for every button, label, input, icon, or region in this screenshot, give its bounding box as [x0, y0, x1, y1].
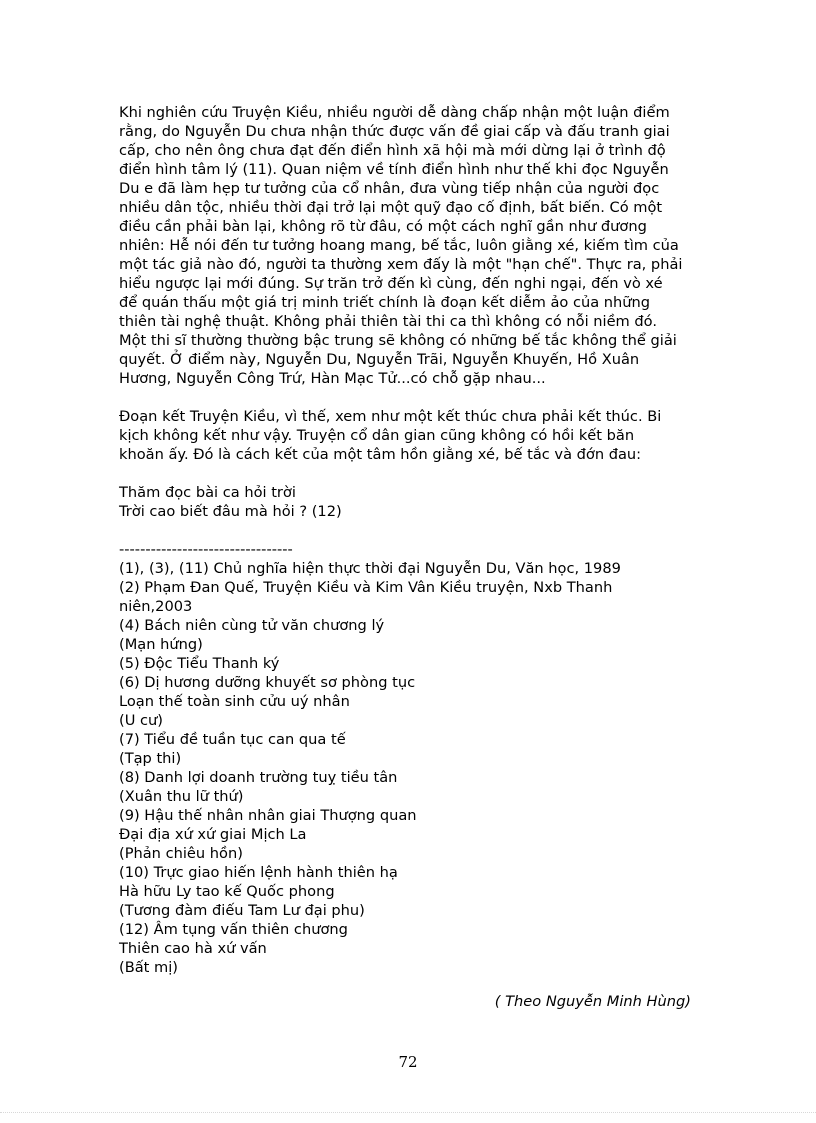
- verse-line: Thăm đọc bài ca hỏi trời: [119, 484, 296, 501]
- footnote-line: (Xuân thu lữ thứ): [119, 788, 244, 805]
- text-line: thiên tài nghệ thuật. Không phải thiên tài thi ca thì không có nỗi niềm đó.: [119, 313, 657, 330]
- footnote-line: (5) Độc Tiểu Thanh ký: [119, 655, 280, 672]
- footnote-line: (Tương đàm điếu Tam Lư đại phu): [119, 902, 365, 919]
- text-line: một tác giả nào đó, người ta thường xem đấy là một "hạn chế". Thực ra, phải: [119, 256, 683, 273]
- footnote-line: (2) Phạm Đan Quế, Truyện Kiều và Kim Vân Kiều truyện, Nxb Thanh: [119, 579, 613, 596]
- footnote-line: (9) Hậu thế nhân nhân giai Thượng quan: [119, 807, 417, 824]
- footnote-line: Thiên cao hà xứ vấn: [119, 940, 267, 957]
- footnote-line: (1), (3), (11) Chủ nghĩa hiện thực thời đại Nguyễn Du, Văn học, 1989: [119, 560, 621, 577]
- text-line: khoăn ấy. Đó là cách kết của một tâm hồn giằng xé, bế tắc và đớn đau:: [119, 446, 642, 463]
- footnote-line: Hà hữu Ly tao kế Quốc phong: [119, 883, 335, 900]
- footnote-line: (6) Dị hương dưỡng khuyết sơ phòng tục: [119, 674, 416, 691]
- footnote-line: (Mạn hứng): [119, 636, 203, 653]
- verse-line: Trời cao biết đâu mà hỏi ? (12): [119, 503, 342, 520]
- text-line: nhiên: Hễ nói đến tư tưởng hoang mang, bế tắc, luôn giằng xé, kiếm tìm của: [119, 237, 679, 254]
- footnote-line: niên,2003: [119, 598, 193, 615]
- author-attribution: ( Theo Nguyễn Minh Hùng): [494, 993, 691, 1010]
- text-line: Khi nghiên cứu Truyện Kiều, nhiều người dễ dàng chấp nhận một luận điểm: [119, 104, 670, 121]
- page-bottom-divider: [0, 1112, 816, 1113]
- text-line: nhiều dân tộc, nhiều thời đại trở lại một quỹ đạo cố định, bất biến. Có một: [119, 199, 663, 216]
- paragraph-1: [119, 103, 699, 388]
- text-line: Hương, Nguyễn Công Trứ, Hàn Mạc Tử...có chỗ gặp nhau...: [119, 370, 546, 387]
- text-line: hiểu ngược lại mới đúng. Sự trăn trở đến kì cùng, đến nghi ngại, đến vò xé: [119, 275, 663, 292]
- footnote-line: (Phản chiêu hồn): [119, 845, 243, 862]
- text-line: điển hình tâm lý (11). Quan niệm về tính điển hình như thế khi đọc Nguyễn: [119, 161, 669, 178]
- footnote-line: (10) Trực giao hiến lệnh hành thiên hạ: [119, 864, 398, 881]
- footnote-line: Loạn thế toàn sinh cửu uý nhân: [119, 693, 350, 710]
- footnote-line: (8) Danh lợi doanh trường tuỵ tiều tân: [119, 769, 398, 786]
- footnotes: [119, 540, 699, 977]
- text-line: để quán thấu một giá trị minh triết chính là đoạn kết diễm ảo của những: [119, 294, 651, 311]
- footnote-line: (U cư): [119, 712, 163, 729]
- paragraph-2: [119, 407, 699, 464]
- page-number: 72: [398, 1053, 418, 1071]
- footnote-line: (12) Âm tụng vấn thiên chương: [119, 921, 348, 938]
- footnote-line: (4) Bách niên cùng tử văn chương lý: [119, 617, 385, 634]
- footnote-line: (7) Tiểu đề tuần tục can qua tế: [119, 731, 346, 748]
- text-line: Đoạn kết Truyện Kiều, vì thế, xem như một kết thúc chưa phải kết thúc. Bi: [119, 408, 662, 425]
- footnote-line: (Tạp thi): [119, 750, 182, 767]
- body-text: [119, 103, 699, 977]
- footnote-line: (Bất mị): [119, 959, 178, 976]
- text-line: điều cần phải bàn lại, không rõ từ đâu, có một cách nghĩ gần như đương: [119, 218, 647, 235]
- text-line: Du e đã làm hẹp tư tưởng của cổ nhân, đưa vùng tiếp nhận của người đọc: [119, 180, 660, 197]
- footnote-separator: ---------------------------------: [119, 541, 293, 558]
- text-line: rằng, do Nguyễn Du chưa nhận thức được vấn đề giai cấp và đấu tranh giai: [119, 123, 670, 140]
- verse-quote: [119, 483, 699, 521]
- text-line: cấp, cho nên ông chưa đạt đến điển hình xã hội mà mới dừng lại ở trình độ: [119, 142, 666, 159]
- text-line: kịch không kết như vậy. Truyện cổ dân gian cũng không có hồi kết băn: [119, 427, 635, 444]
- text-line: Một thi sĩ thường thường bậc trung sẽ không có những bế tắc không thể giải: [119, 332, 677, 349]
- text-line: quyết. Ở điểm này, Nguyễn Du, Nguyễn Trãi, Nguyễn Khuyến, Hồ Xuân: [119, 351, 640, 368]
- footnote-line: Đại địa xứ xứ giai Mịch La: [119, 826, 307, 843]
